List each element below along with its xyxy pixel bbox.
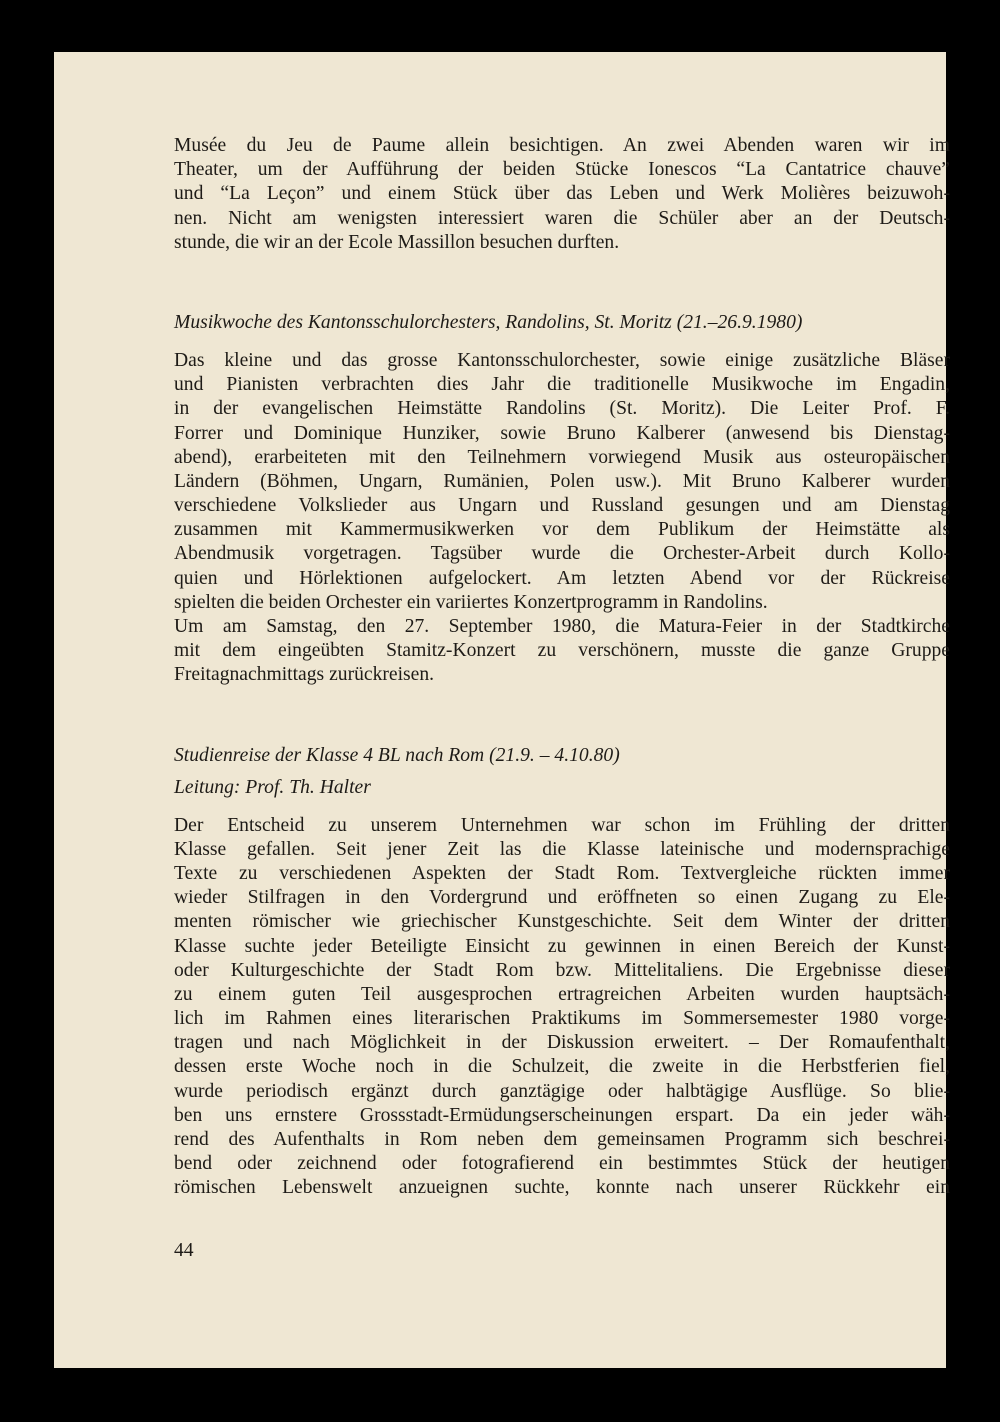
text-line: bend oder zeichnend oder fotografierend ein bestimmtes Stück der heutigen (174, 1153, 950, 1175)
text-line: Klasse suchte jeder Beteiligte Einsicht zu gewinnen in einen Bereich der Kunst- (174, 935, 950, 957)
text-line: mit dem eingeübten Stamitz-Konzert zu verschönern, musste die ganze Gruppe (174, 640, 950, 662)
text-line: Theater, um der Aufführung der beiden Stücke Ionescos “La Cantatrice chauve” (174, 159, 950, 181)
text-line: Das kleine und das grosse Kantonsschulorchester, sowie einige zusätzliche Bläser (174, 349, 950, 371)
section-subheading-leitung: Leitung: Prof. Th. Halter (174, 776, 371, 798)
text-line: Klasse gefallen. Seit jener Zeit las die Klasse lateinische und modernsprachige (174, 838, 950, 860)
text-line: abend), erarbeiteten mit den Teilnehmern vorwiegend Musik aus osteuropäischen (174, 446, 950, 468)
section-heading-musikwoche: Musikwoche des Kantonsschulorchesters, Randolins, St. Moritz (21.–26.9.1980) (174, 311, 803, 333)
text-line: stunde, die wir an der Ecole Massillon besuchen durften. (174, 231, 620, 253)
text-line: lich im Rahmen eines literarischen Praktikums im Sommersemester 1980 vorge- (174, 1008, 950, 1030)
text-line: spielten die beiden Orchester ein variiertes Konzertprogramm in Randolins. (174, 591, 768, 613)
text-line: Um am Samstag, den 27. September 1980, die Matura-Feier in der Stadtkirche (174, 616, 950, 637)
text-line: verschiedene Volkslieder aus Ungarn und Russland gesungen und am Dienstag (174, 495, 950, 517)
text-line: römischen Lebenswelt anzueignen suchte, konnte nach unserer Rückkehr ein (174, 1177, 950, 1199)
studienreise-paragraph (174, 814, 950, 1201)
text-line: ben uns ernstere Grossstadt-Ermüdungserscheinungen erspart. Da ein jeder wäh- (174, 1104, 950, 1126)
text-line: zusammen mit Kammermusikwerken vor dem Publikum der Heimstätte als (174, 519, 950, 541)
page-content (174, 134, 950, 1201)
text-line: menten römischer wie griechischer Kunstgeschichte. Seit dem Winter der dritten (174, 911, 950, 933)
text-line: tragen und nach Möglichkeit in der Diskussion erweitert. – Der Romaufenthalt, (174, 1032, 950, 1054)
musikwoche-paragraph (174, 349, 950, 688)
text-line: Freitagnachmittags zurückreisen. (174, 664, 435, 686)
text-line: Der Entscheid zu unserem Unternehmen war schon im Frühling der dritten (174, 814, 950, 836)
text-line: Ländern (Böhmen, Ungarn, Rumänien, Polen usw.). Mit Bruno Kalberer wurden (174, 470, 950, 492)
page-number: 44 (174, 1240, 194, 1261)
text-line: und “La Leçon” und einem Stück über das Leben und Werk Molières beizuwoh- (174, 183, 950, 205)
text-line: quien und Hörlektionen aufgelockert. Am letzten Abend vor der Rückreise (174, 567, 950, 589)
text-line: nen. Nicht am wenigsten interessiert waren die Schüler aber an der Deutsch- (174, 207, 950, 229)
text-line: Musée du Jeu de Paume allein besichtigen. An zwei Abenden waren wir im (174, 135, 950, 156)
text-line: in der evangelischen Heimstätte Randolins (St. Moritz). Die Leiter Prof. F. (174, 398, 950, 420)
intro-paragraph (174, 134, 950, 255)
document-page (54, 52, 950, 1368)
text-line: dessen erste Woche noch in die Schulzeit, die zweite in die Herbstferien fiel, (174, 1056, 950, 1078)
text-line: und Pianisten verbrachten dies Jahr die traditionelle Musikwoche im Engadin, (174, 374, 950, 396)
text-line: wieder Stilfragen in den Vordergrund und eröffneten so einen Zugang zu Ele- (174, 887, 950, 909)
text-line: oder Kulturgeschichte der Stadt Rom bzw. Mittelitaliens. Die Ergebnisse dieser (174, 959, 950, 981)
text-line: Abendmusik vorgetragen. Tagsüber wurde die Orchester-Arbeit durch Kollo- (174, 543, 950, 565)
text-line: Forrer und Dominique Hunziker, sowie Bruno Kalberer (anwesend bis Dienstag- (174, 422, 950, 444)
text-line: Texte zu verschiedenen Aspekten der Stadt Rom. Textvergleiche rückten immer (174, 862, 950, 884)
text-line: rend des Aufenthalts in Rom neben dem gemeinsamen Programm sich beschrei- (174, 1129, 950, 1150)
text-line: wurde periodisch ergänzt durch ganztägige oder halbtägige Ausflüge. So blie- (174, 1080, 950, 1102)
section-heading-studienreise: Studienreise der Klasse 4 BL nach Rom (21.9. – 4.10.80) (174, 744, 620, 766)
text-line: zu einem guten Teil ausgesprochen ertragreichen Arbeiten wurden hauptsäch- (174, 983, 950, 1005)
